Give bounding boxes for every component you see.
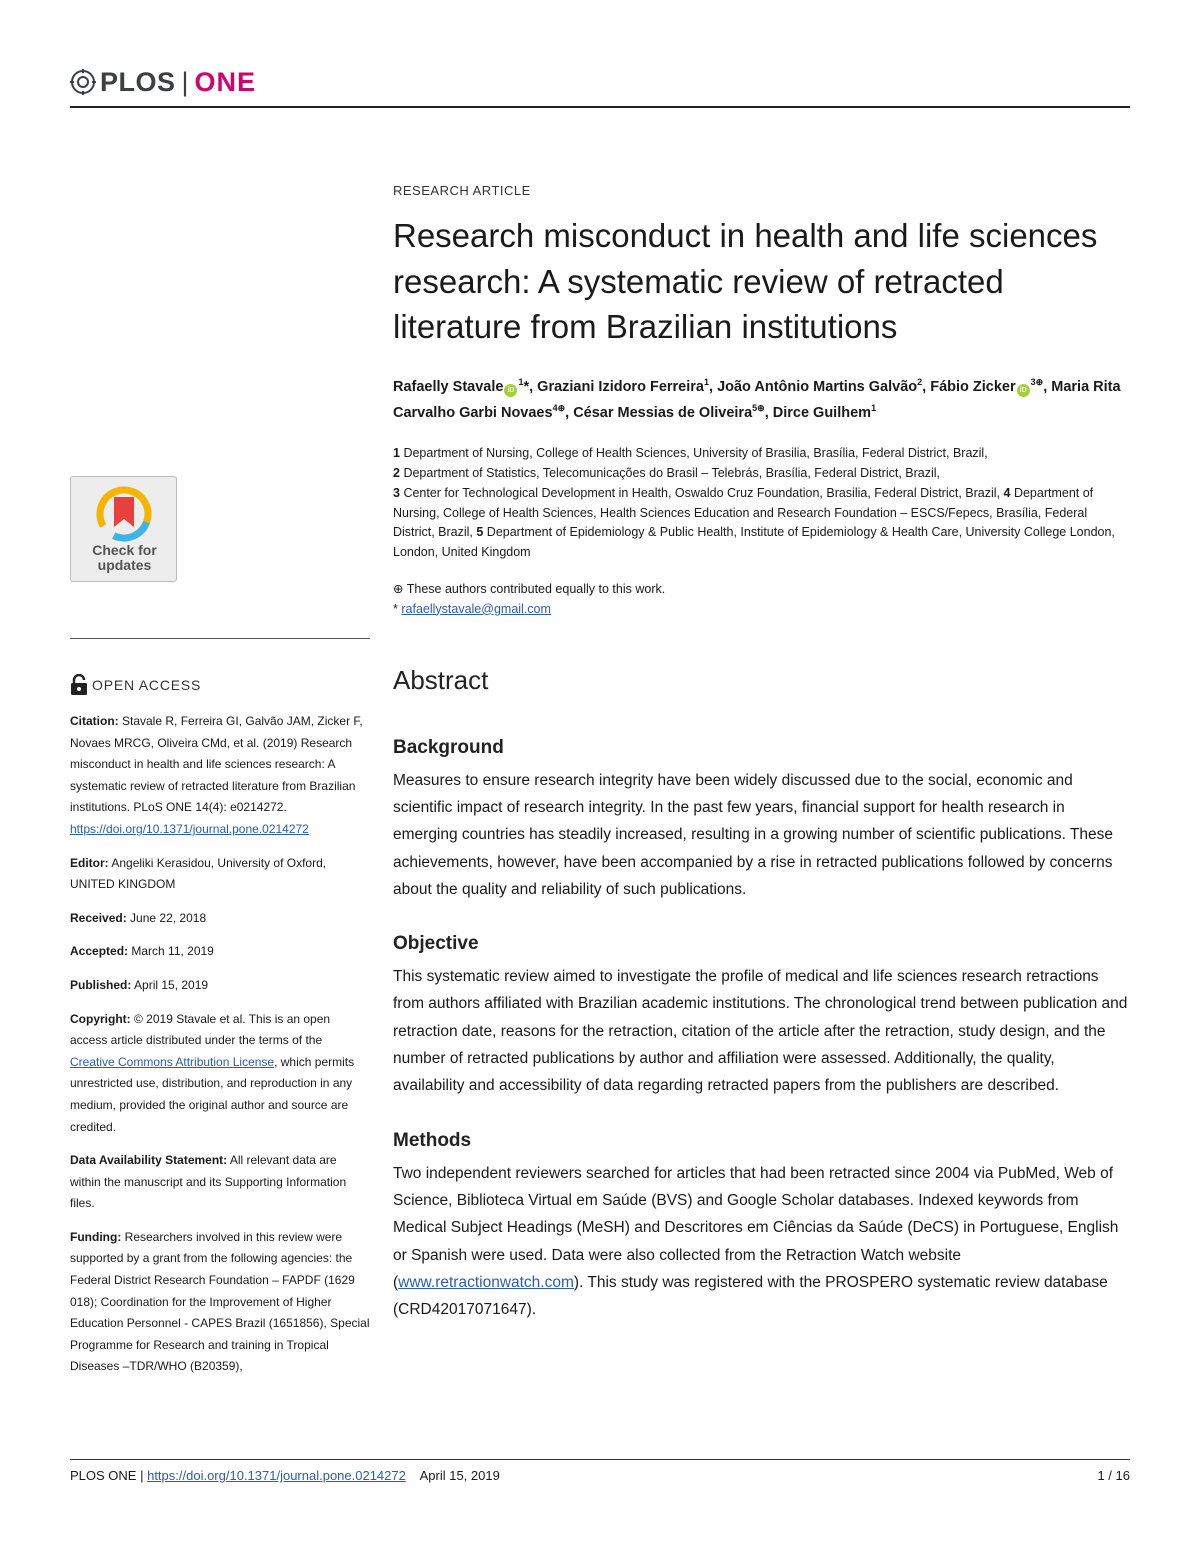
affil-text: Department of Nursing, College of Health Sciences, Health Sciences Education and Research Foundation – ESCS/Fepecs, Brasília, Federal District, Brazil,: [393, 485, 1094, 540]
author-affil: 1: [703, 376, 709, 387]
open-access-text: OPEN ACCESS: [92, 677, 202, 693]
data-availability-label: Data Availability Statement:: [70, 1153, 228, 1168]
editor-text: Angeliki Kerasidou, University of Oxford, UNITED KINGDOM: [70, 855, 327, 892]
methods-section: [393, 1128, 1130, 1324]
article-type: RESEARCH ARTICLE: [393, 183, 531, 198]
article-main: [393, 183, 1130, 1323]
accepted-date: March 11, 2019: [131, 944, 214, 959]
footer-date: April 15, 2019: [419, 1468, 500, 1483]
citation-block: [70, 711, 370, 841]
corresponding-email: [393, 599, 1130, 619]
footer-journal: PLOS ONE |: [70, 1468, 144, 1483]
author-name[interactable]: Maria Rita Carvalho Garbi Novaes: [393, 378, 1121, 421]
copyright-label: Copyright:: [70, 1011, 131, 1026]
author-name[interactable]: Rafaelly Stavale: [393, 378, 504, 395]
author-name[interactable]: César Messias de Oliveira: [573, 404, 753, 421]
license-link[interactable]: Creative Commons Attribution License: [70, 1054, 275, 1069]
open-lock-icon: [70, 674, 88, 696]
affil-num: 3: [393, 485, 400, 500]
affiliation-list: [393, 444, 1130, 562]
affil-text: Department of Epidemiology & Public Health, Institute of Epidemiology & Health Care, University College London, London, United Kingdom: [393, 525, 1115, 559]
logo-plos-text: PLOS: [100, 66, 176, 97]
citation-label: Citation:: [70, 714, 119, 728]
header-rule: [70, 106, 1130, 108]
affil-num: 4: [1003, 485, 1011, 500]
author-affil: 1: [518, 376, 524, 387]
editor-block: [70, 853, 370, 896]
funding-block: [70, 1227, 370, 1378]
funding-text: Researchers involved in this review were supported by a grant from the following agencies: the Federal District Research Foundation – FAPDF (1629 018); Coordination for the Improvement of Higher Education Personnel - CAPES Brazil (1651856), Special Programme for Research and training in Tropical Diseases –TDR/WHO (B20359),: [70, 1229, 370, 1374]
author-affil: 4⊕: [552, 403, 566, 414]
received-block: [70, 908, 370, 930]
accepted-label: Accepted:: [70, 944, 129, 959]
page-number: 1 / 16: [1097, 1468, 1130, 1483]
retraction-watch-link[interactable]: www.retractionwatch.com: [398, 1273, 574, 1291]
author-name[interactable]: Dirce Guilhem: [772, 404, 872, 421]
page-footer: [70, 1468, 1130, 1483]
affil-num: 1: [393, 446, 400, 461]
footer-rule: [70, 1459, 1130, 1460]
affil-num: 2: [393, 466, 400, 481]
author-affil: 2: [917, 376, 923, 387]
check-for-updates-line2: updates: [97, 557, 152, 573]
methods-text-2: ). This study was registered with the PROSPERO systematic review database (CRD42017071647).: [393, 1273, 1108, 1319]
check-for-updates-badge[interactable]: [70, 476, 177, 582]
affil-text: Center for Technological Development in Health, Oswaldo Cruz Foundation, Brasilia, Federal District, Brazil,: [403, 485, 1001, 500]
author-notes: [393, 579, 1130, 619]
methods-heading: Methods: [393, 1129, 472, 1151]
objective-text: This systematic review aimed to investigate the profile of medical and life sciences research retractions from authors affiliated with Brazilian academic institutions. The chronological trend between publication and retraction date, reasons for the retraction, citation of the article after the retraction, study design, and the number of retracted publications by author and affiliation were assessed. Additionally, the quality, availability and accessibility of data regarding retracted papers from the publishers are described.: [393, 968, 1128, 1095]
email-link[interactable]: rafaellystavale@gmail.com: [401, 601, 551, 616]
check-for-updates-label: [71, 543, 178, 573]
journal-logo[interactable]: [70, 62, 256, 102]
footer-doi-link[interactable]: https://doi.org/10.1371/journal.pone.0214272: [147, 1468, 406, 1483]
copyright-text-1: © 2019 Stavale et al. This is an open access article distributed under the terms of the: [70, 1011, 331, 1048]
orcid-icon[interactable]: iD: [1017, 384, 1030, 397]
equal-contribution-icon: ⊕: [393, 581, 404, 596]
editor-label: Editor:: [70, 855, 109, 870]
open-access-label: [70, 674, 201, 696]
methods-text-1: Two independent reviewers searched for articles that had been retracted since 2004 via PubMed, Web of Science, Biblioteca Virtual em Saúde (BVS) and Google Scholar databases. Indexed keywords from Medical Subject Headings (MeSH) and Descritores em Ciências da Saúde (DeCS) in Portuguese, English or Spanish were used. Data were also collected from the Retraction Watch website (: [393, 1164, 1119, 1291]
published-label: Published:: [70, 977, 132, 992]
copyright-block: [70, 1009, 370, 1139]
author-list: Rafaelly Stavale $iD^1*$, Graziani Izidoro Ferreira$^1$, João Antônio Martins Galvão$^2$, Fábio Zicker $iD^{3\oplus}$, Maria Rita Carvalho Garbi Novaes$^{4\oplus}$, César Messias de Oliveira$^{5\oplus}$, Dirce Guilhem$^1$: [393, 376, 1121, 421]
copyright-text-2: , which permits unrestricted use, distribution, and reproduction in any medium, provided the original author and source are credited.: [70, 1054, 355, 1134]
author-name[interactable]: Fábio Zicker: [930, 378, 1016, 395]
citation-text: Stavale R, Ferreira GI, Galvão JAM, Zicker F, Novaes MRCG, Oliveira CMd, et al. (2019) Research misconduct in health and life sciences research: A systematic review of retracted literature from Brazilian institutions. PLoS ONE 14(4): e0214272.: [70, 714, 363, 815]
author-affil: 5⊕: [752, 403, 765, 414]
check-for-updates-line1: Check for: [92, 542, 157, 558]
orcid-icon[interactable]: iD: [504, 384, 517, 397]
citation-doi-link[interactable]: https://doi.org/10.1371/journal.pone.0214272: [70, 821, 309, 836]
article-metadata: [70, 711, 370, 1390]
published-date: April 15, 2019: [134, 977, 209, 992]
equal-contribution-text: These authors contributed equally to this work.: [406, 581, 666, 596]
received-label: Received:: [70, 910, 127, 925]
background-heading: Background: [393, 736, 504, 758]
author-name[interactable]: Graziani Izidoro Ferreira: [537, 378, 704, 395]
affil-text: Department of Statistics, Telecomunicações do Brasil – Telebrás, Brasília, Federal District, Brazil,: [403, 466, 940, 481]
objective-heading: Objective: [393, 933, 479, 955]
crossmark-icon: [93, 483, 155, 545]
data-availability-block: [70, 1150, 370, 1215]
methods-text: [393, 1160, 1130, 1324]
objective-section: [393, 931, 1130, 1099]
email-mark: *: [393, 601, 398, 616]
author-affil: 1: [871, 403, 877, 414]
logo-one-text: ONE: [194, 66, 257, 97]
logo-separator: |: [181, 66, 189, 97]
corresponding-mark: *: [523, 378, 530, 395]
background-text: Measures to ensure research integrity have been widely discussed due to the social, economic and scientific impact of research integrity. In the past few years, financial support for health research in emerging countries has steadily increased, resulting in a growing number of scientific publications. These achievements, however, have been accompanied by a rise in retracted publications followed by concerns about the quality and reliability of such publications.: [393, 771, 1113, 898]
received-date: June 22, 2018: [130, 910, 207, 925]
accepted-block: [70, 941, 370, 963]
plos-logo-icon: [70, 69, 96, 95]
abstract-heading: Abstract: [393, 664, 489, 695]
data-availability-text: All relevant data are within the manuscript and its Supporting Information files.: [70, 1153, 347, 1211]
article-title: Research misconduct in health and life sciences research: A systematic review of retracted literature from Brazilian institutions: [393, 217, 1098, 346]
affil-num: 5: [476, 525, 484, 540]
published-block: [70, 975, 370, 997]
funding-label: Funding:: [70, 1229, 122, 1244]
author-affil: 3⊕: [1030, 376, 1044, 387]
author-name[interactable]: João Antônio Martins Galvão: [717, 378, 918, 395]
sidebar-rule: [70, 638, 370, 639]
equal-contribution-note: [393, 579, 1130, 599]
affil-text: Department of Nursing, College of Health Sciences, University of Brasilia, Brasília, Federal District, Brazil,: [403, 446, 988, 461]
background-section: [393, 735, 1130, 903]
